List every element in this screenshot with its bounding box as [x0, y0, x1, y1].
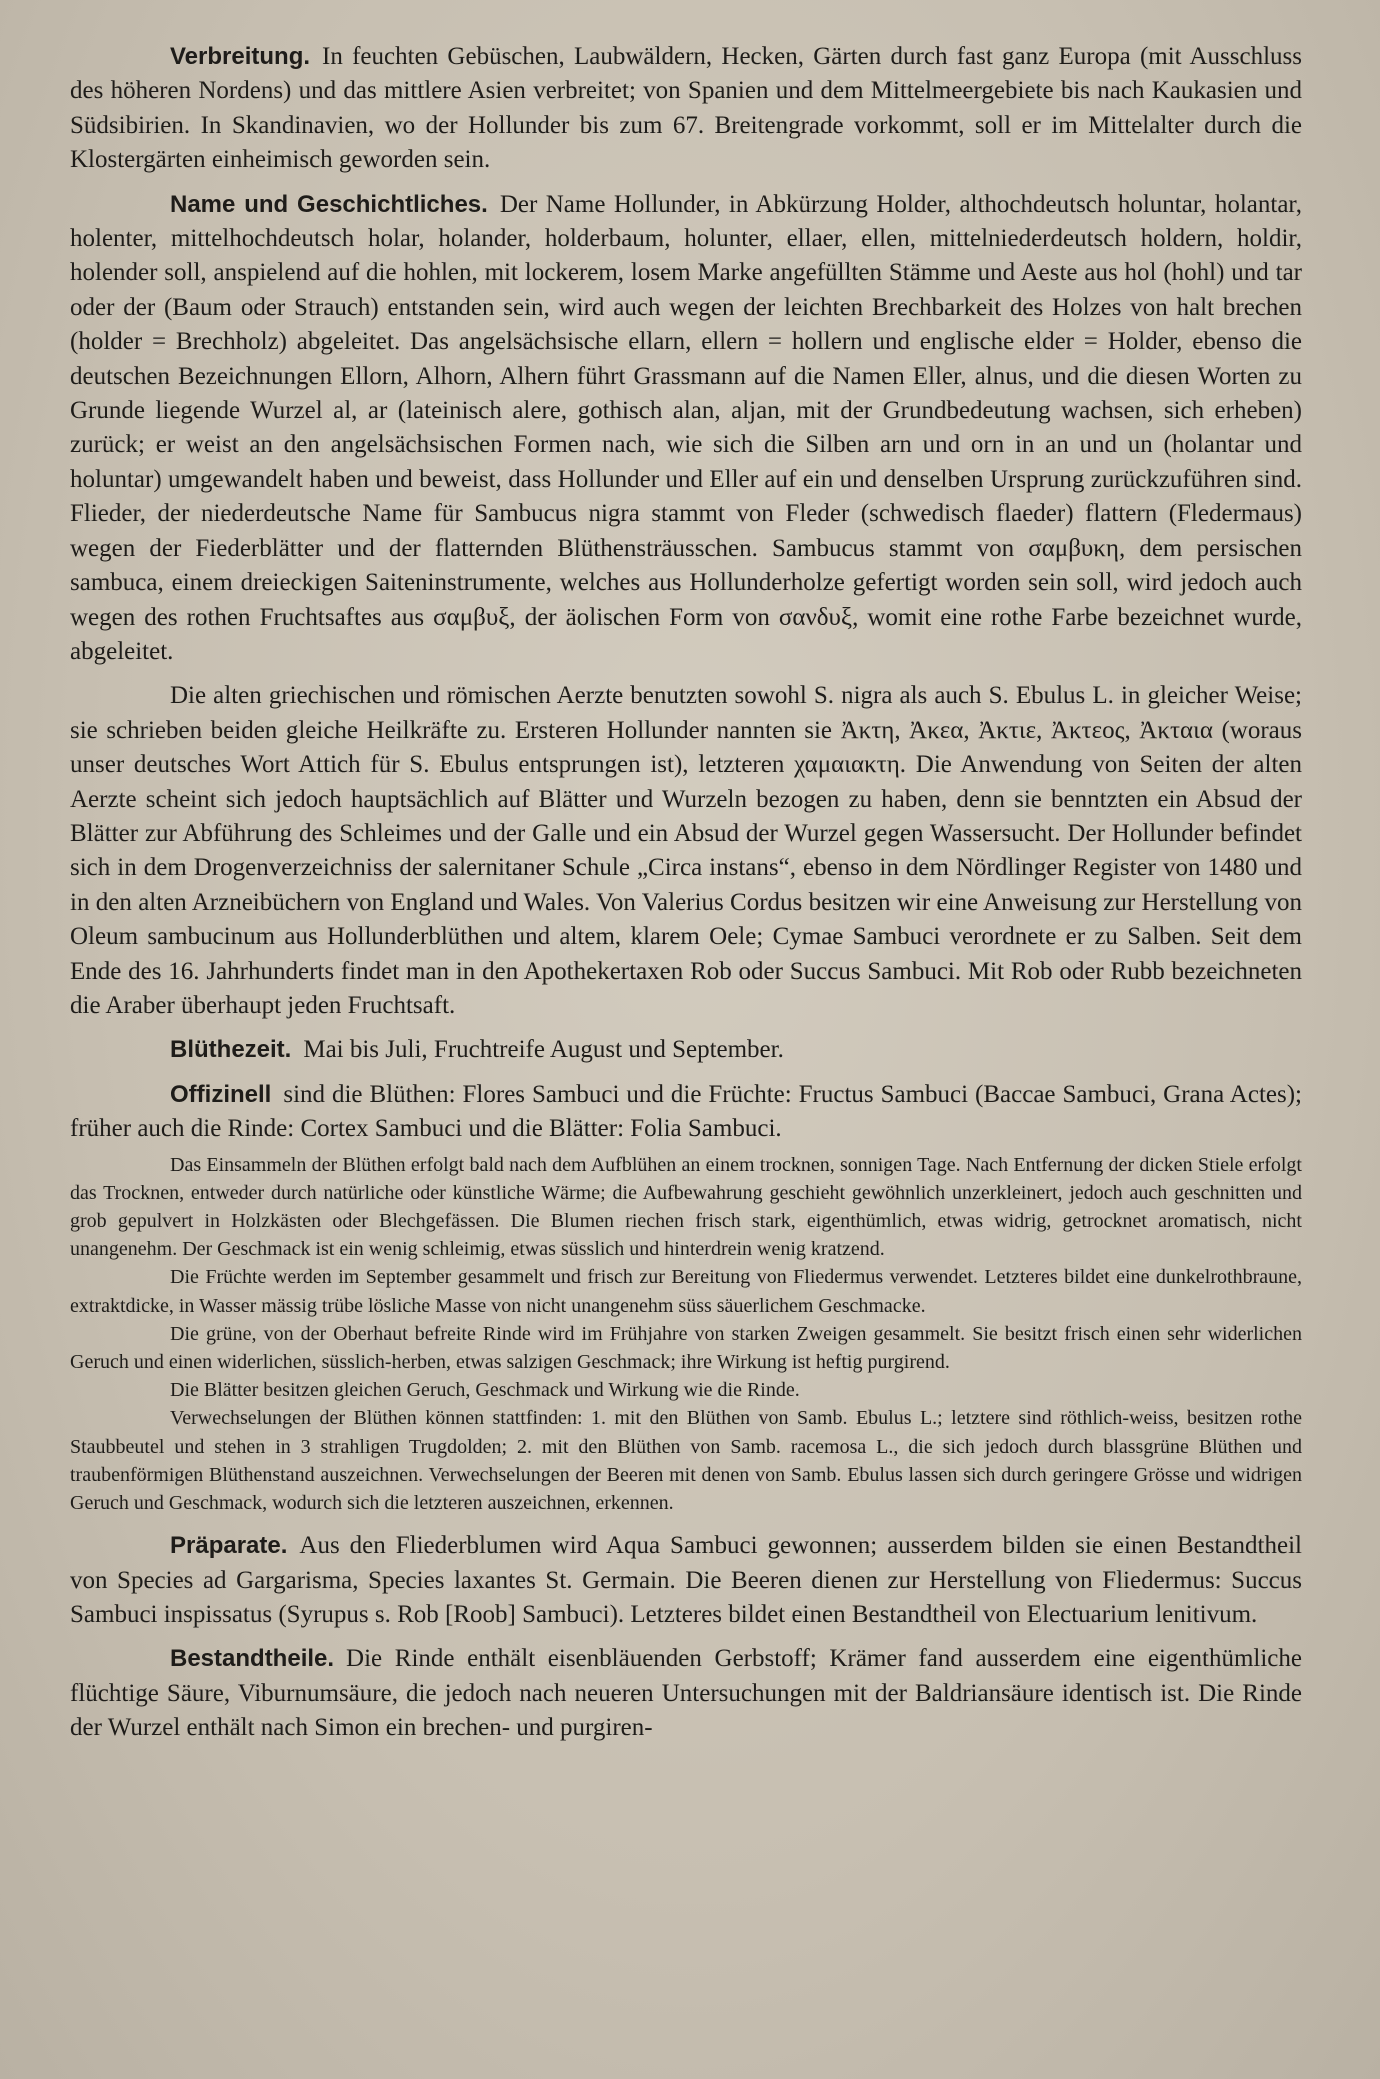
praeparate-heading: Präparate. — [170, 1532, 288, 1560]
name-paragraph — [70, 188, 1302, 670]
praeparate-paragraph — [70, 1529, 1302, 1632]
verbreitung-paragraph — [70, 40, 1302, 178]
bluethezeit-paragraph — [70, 1033, 1302, 1067]
verbreitung-heading: Verbreitung. — [170, 43, 311, 70]
verbreitung-text: In feuchten Gebüschen, Laubwäldern, Hecken, Gärten durch fast ganz Europa (mit Ausschluss des höheren Nordens) und das mittlere Asien verbreitet; von Spanien und dem Mittelmeergebiete bis nach Kaukasien und Südsibirien. In Skandinavien, wo der Hollunder bis zum 67. Breitengrade vorkommt, soll er im Mittelalter durch die Klostergärten einheimisch geworden sein. — [70, 43, 1302, 174]
bestandtheile-heading: Bestandtheile. — [170, 1645, 335, 1673]
praeparate-text: Aus den Fliederblumen wird Aqua Sambuci gewonnen; ausserdem bilden sie einen Bestandtheil von Species ad Gargarisma, Species laxantes St. Germain. Die Beeren dienen zur Herstellung von Fliedermus: Succus Sambuci inspissatus (Syrupus s. Rob [Roob] Sambuci). Letzteres bildet einen Bestandtheil von Electuarium lenitivum. — [70, 1532, 1302, 1629]
bluethezeit-text: Mai bis Juli, Fruchtreife August und September. — [303, 1036, 784, 1064]
history-paragraph — [70, 679, 1302, 1023]
bestandtheile-text: Die Rinde enthält eisenbläuenden Gerbstoff; Krämer fand ausserdem eine eigenthümliche flüchtige Säure, Viburnumsäure, die jedoch nach neueren Untersuchungen mit der Baldriansäure identisch ist. Die Rinde der Wurzel enthält nach Simon ein brechen- und purgiren- — [70, 1645, 1302, 1742]
name-text: Der Name Hollunder, in Abkürzung Holder, althochdeutsch holuntar, holantar, holenter, mittelhochdeutsch holar, holander, holderbaum, holunter, ellaer, ellen, mittelniederdeutsch holdern, holdir, holender soll, anspielend auf die hohlen, mit lockerem, losem Marke angefüllten Stämme und Aeste aus hol (hohl) und tar oder der (Baum oder Strauch) entstanden sein, wird auch wegen der leichten Brechbarkeit des Holzes von halt brechen (holder = Brechholz) abgeleitet. Das angelsächsische ellarn, ellern = hollern und englische elder = Holder, ebenso die deutschen Bezeichnungen Ellorn, Alhorn, Alhern führt Grassmann auf die Namen Eller, alnus, und die diesen Worten zu Grunde liegende Wurzel al, ar (lateinisch alere, gothisch alan, aljan, mit der Grundbedeutung wachsen, sich erheben) zurück; er weist an den angelsächsischen Formen nach, wie sich die Silben arn und orn in an und un (holantar und holuntar) umgewandelt haben und beweist, dass Hollunder und Eller auf ein und denselben Ursprung zurückzuführen sind. Flieder, der niederdeutsche Name für Sambucus nigra stammt von Fleder (schwedisch flaeder) flattern (Fledermaus) wegen der Fiederblätter und der flatternden Blüthensträusschen. Sambucus stammt von σαμβυκη, dem persischen sambuca, einem dreieckigen Saiteninstrumente, welches aus Hollunderholze gefertigt worden sein soll, wird jedoch auch wegen des rothen Fruchtsaftes aus σαμβυξ, der äolischen Form von σανδυξ, womit eine rothe Farbe bezeichnet wurde, abgeleitet. — [70, 190, 1302, 665]
offizinell-heading: Offizinell — [170, 1080, 272, 1108]
note-paragraph: Verwechselungen der Blüthen können stattfinden: 1. mit den Blüthen von Samb. Ebulus L.; letztere sind röthlich-weiss, besitzen rothe Staubbeutel und stehen in 3 strahligen Trugdolden; 2. mit den Blüthen von Samb. racemosa L., die sich jedoch durch blassgrüne Blüthen und traubenförmigen Blüthenstand auszeichnen. Verwechselungen der Beeren mit denen von Samb. Ebulus lassen sich durch geringere Grösse und widrigen Geruch und Geschmack, wodurch sich die letzteren auszeichnen, erkennen. — [70, 1407, 1302, 1515]
note-paragraph: Das Einsammeln der Blüthen erfolgt bald nach dem Aufblühen an einem trocknen, sonnigen Tage. Nach Entfernung der dicken Stiele erfolgt das Trocknen, entweder durch natürliche oder künstliche Wärme; die Aufbewahrung geschieht gewöhnlich unzerkleinert, jedoch auch geschnitten und grob gepulvert in Holzkästen oder Blechgefässen. Die Blumen riechen frisch stark, eigenthümlich, etwas widrig, getrocknet aromatisch, nicht unangenehm. Der Geschmack ist ein wenig schleimig, etwas süsslich und hinterdrein wenig kratzend. — [70, 1153, 1302, 1261]
note-paragraph: Die Früchte werden im September gesammelt und frisch zur Bereitung von Fliedermus verwendet. Letzteres bildet eine dunkelrothbraune, extraktdicke, in Wasser mässig trübe lösliche Masse von nicht unangenehm süss säuerlichem Geschmacke. — [70, 1266, 1302, 1317]
bluethezeit-heading: Blüthezeit. — [170, 1036, 292, 1064]
name-heading: Name und Geschichtliches. — [170, 190, 488, 218]
history-text: Die alten griechischen und römischen Aerzte benutzten sowohl S. nigra als auch S. Ebulus L. in gleicher Weise; sie schrieben beiden gleiche Heilkräfte zu. Ersteren Hollunder nannten sie Ἀκτη, Ἀκεα, Ἀκτιε, Ἀκτεος, Ἀκταια (woraus unser deutsches Wort Attich für S. Ebulus entsprungen ist), letzteren χαμαιακτη. Die Anwendung von Seiten der alten Aerzte scheint sich jedoch hauptsächlich auf Blätter und Wurzeln bezogen zu haben, denn sie benntzten ein Absud der Blätter zur Abführung des Schleimes und der Galle und ein Absud der Wurzel gegen Wassersucht. Der Hollunder befindet sich in dem Drogenverzeichniss der salernitaner Schule „Circa instans“, ebenso in dem Nördlinger Register von 1480 und in den alten Arzneibüchern von England und Wales. Von Valerius Cordus besitzen wir eine Anweisung zur Herstellung von Oleum sambucinum aus Hollunderblüthen und altem, klarem Oele; Cymae Sambuci verordnete er zu Salben. Seit dem Ende des 16. Jahrhunderts findet man in den Apothekertaxen Rob oder Succus Sambuci. Mit Rob oder Rubb bezeichneten die Araber überhaupt jeden Fruchtsaft. — [70, 682, 1302, 1019]
offizinell-text: sind die Blüthen: Flores Sambuci und die Früchte: Fructus Sambuci (Baccae Sambuci, Grana Actes); früher auch die Rinde: Cortex Sambuci und die Blätter: Folia Sambuci. — [70, 1080, 1302, 1143]
offizinell-paragraph — [70, 1078, 1302, 1147]
bestandtheile-paragraph — [70, 1642, 1302, 1745]
offizinell-notes — [70, 1151, 1302, 1518]
note-paragraph: Die grüne, von der Oberhaut befreite Rinde wird im Frühjahre von starken Zweigen gesammelt. Sie besitzt frisch einen sehr widerlichen Geruch und einen widerlichen, süsslich-herben, etwas salzigen Geschmack; ihre Wirkung ist heftig purgirend. — [70, 1322, 1302, 1374]
note-paragraph: Die Blätter besitzen gleichen Geruch, Geschmack und Wirkung wie die Rinde. — [170, 1379, 800, 1402]
